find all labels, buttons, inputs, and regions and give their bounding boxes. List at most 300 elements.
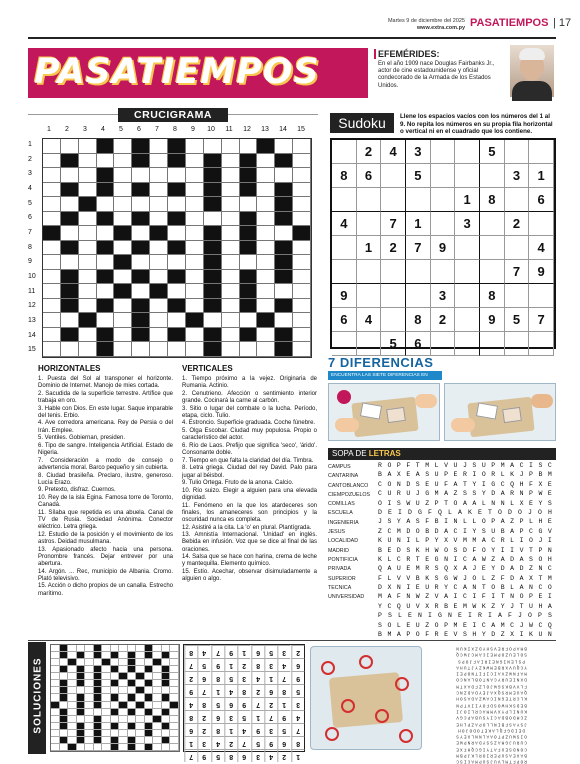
crossword-cell[interactable] [275, 226, 293, 241]
crossword-cell[interactable] [222, 284, 240, 299]
word-search-letter[interactable]: S [388, 612, 392, 620]
sudoku-cell[interactable]: 9 [480, 308, 505, 332]
word-search-letter[interactable]: S [529, 555, 533, 563]
crossword-cell[interactable] [132, 342, 150, 357]
sudoku-cell[interactable] [505, 236, 530, 260]
word-search-letter[interactable]: C [453, 584, 458, 592]
crossword-cell[interactable] [222, 241, 240, 256]
word-search-letter[interactable]: A [519, 555, 524, 563]
sudoku-cell[interactable]: 8 [332, 164, 357, 188]
word-search-letter[interactable]: E [406, 621, 411, 629]
word-search-letter[interactable]: U [425, 584, 430, 592]
crossword-cell[interactable] [150, 212, 168, 227]
word-search-letter[interactable]: S [378, 621, 382, 629]
word-search-letter[interactable]: R [434, 631, 439, 639]
word-search-letter[interactable]: V [415, 602, 420, 610]
word-search-letter[interactable]: P [425, 537, 430, 545]
word-search-letter[interactable]: H [425, 546, 430, 554]
sudoku-cell[interactable] [332, 260, 357, 284]
crossword-cell[interactable] [186, 270, 204, 285]
word-search-letter[interactable]: Y [481, 490, 486, 498]
word-search-letter[interactable]: S [415, 518, 420, 526]
crossword-cell[interactable] [79, 183, 97, 198]
crossword-cell[interactable] [61, 313, 79, 328]
crossword-cell[interactable] [150, 139, 168, 154]
crossword-cell[interactable] [222, 255, 240, 270]
crossword-cell[interactable] [168, 197, 186, 212]
crossword-cell[interactable] [61, 139, 79, 154]
word-search-letter[interactable]: F [425, 518, 430, 526]
word-search-letter[interactable]: T [415, 462, 420, 469]
word-search-letter[interactable]: I [481, 480, 486, 488]
crossword-cell[interactable] [79, 342, 97, 357]
crossword-cell[interactable] [79, 154, 97, 169]
word-search-letter[interactable]: N [396, 584, 401, 592]
crossword-cell[interactable] [150, 270, 168, 285]
crossword-cell[interactable] [79, 212, 97, 227]
word-search-letter[interactable]: J [378, 518, 382, 526]
word-search-letter[interactable]: C [510, 621, 515, 629]
crossword-cell[interactable] [168, 342, 186, 357]
word-search-letter[interactable]: P [491, 518, 496, 526]
sudoku-cell[interactable] [431, 140, 456, 164]
word-search-letter[interactable]: P [529, 471, 533, 479]
word-search-letter[interactable]: L [481, 574, 486, 582]
word-search-letter[interactable]: U [406, 602, 411, 610]
word-search-letter[interactable]: U [491, 527, 496, 535]
word-search-letter[interactable]: A [500, 490, 505, 498]
word-search-letter[interactable]: E [478, 508, 482, 516]
word-search-letter[interactable]: I [453, 593, 458, 601]
word-search-letter[interactable]: Y [396, 518, 401, 526]
word-search-letter[interactable]: Z [425, 621, 430, 629]
word-search-letter[interactable]: J [415, 490, 420, 498]
word-search-letter[interactable]: R [500, 537, 505, 545]
sudoku-cell[interactable] [455, 332, 480, 356]
crossword-cell[interactable] [222, 270, 240, 285]
crossword-cell[interactable] [150, 328, 168, 343]
word-search-letter[interactable]: Q [510, 480, 515, 488]
crossword-cell[interactable] [61, 197, 79, 212]
word-search-letter[interactable]: P [396, 462, 401, 469]
word-search-letter[interactable]: A [444, 593, 448, 601]
word-search-letter[interactable]: L [472, 518, 477, 526]
word-search-letter[interactable]: O [444, 546, 448, 554]
word-search-letter[interactable]: J [518, 612, 522, 620]
word-search-letter[interactable]: Z [500, 631, 505, 639]
word-search-letter[interactable]: X [519, 499, 524, 507]
crossword-cell[interactable] [132, 168, 150, 183]
word-search-letter[interactable]: M [378, 593, 382, 601]
word-search-letter[interactable]: D [378, 584, 382, 592]
word-search-letter[interactable]: J [519, 621, 524, 629]
word-search-letter[interactable]: O [491, 584, 496, 592]
word-search-letter[interactable]: X [453, 565, 458, 573]
word-search-letter[interactable]: I [529, 462, 533, 469]
word-search-letter[interactable]: I [519, 537, 524, 545]
word-search-letter[interactable]: B [378, 546, 382, 554]
word-search-letter[interactable]: U [481, 462, 486, 469]
crossword-cell[interactable] [257, 168, 275, 183]
crossword-cell[interactable] [186, 284, 204, 299]
word-search-letter[interactable]: C [387, 602, 392, 610]
word-search-letter[interactable]: L [529, 518, 533, 526]
word-search-letter[interactable]: Q [378, 565, 382, 573]
word-search-letter[interactable]: V [444, 462, 448, 469]
word-search-letter[interactable]: Y [481, 631, 486, 639]
crossword-cell[interactable] [257, 212, 275, 227]
word-search-letter[interactable]: D [510, 555, 515, 563]
word-search-letter[interactable]: T [538, 574, 543, 582]
sudoku-cell[interactable] [480, 260, 505, 284]
word-search-letter[interactable]: E [453, 602, 458, 610]
sudoku-cell[interactable] [381, 284, 406, 308]
word-search-letter[interactable]: U [406, 490, 411, 498]
sudoku-cell[interactable]: 7 [406, 236, 431, 260]
word-search-letter[interactable]: Y [472, 480, 477, 488]
word-search-letter[interactable]: C [529, 527, 533, 535]
word-search-letter[interactable]: S [538, 462, 543, 469]
word-search-letter[interactable]: S [434, 574, 439, 582]
word-search-letter[interactable]: O [378, 499, 382, 507]
word-search-letter[interactable]: C [378, 480, 382, 488]
word-search-grid[interactable] [374, 461, 556, 639]
word-search-letter[interactable]: L [434, 462, 439, 469]
sudoku-cell[interactable] [381, 164, 406, 188]
word-search-letter[interactable]: L [415, 537, 420, 545]
word-search-letter[interactable]: G [491, 480, 496, 488]
word-search-letter[interactable]: A [519, 584, 524, 592]
word-search-letter[interactable]: A [510, 565, 515, 573]
sudoku-cell[interactable] [480, 236, 505, 260]
crossword-cell[interactable] [293, 154, 311, 169]
word-search-letter[interactable]: I [406, 584, 411, 592]
sudoku-cell[interactable] [455, 140, 480, 164]
word-search-letter[interactable]: O [472, 574, 477, 582]
word-search-letter[interactable]: R [434, 584, 439, 592]
word-search-letter[interactable]: L [500, 471, 505, 479]
word-search-letter[interactable]: L [510, 499, 515, 507]
word-search-letter[interactable]: E [406, 471, 411, 479]
sudoku-cell[interactable]: 7 [529, 308, 554, 332]
word-search-letter[interactable]: G [425, 490, 430, 498]
word-search-letter[interactable]: N [406, 593, 411, 601]
word-search-letter[interactable]: O [528, 612, 532, 620]
crossword-cell[interactable] [150, 183, 168, 198]
crossword-cell[interactable] [293, 139, 311, 154]
word-search-letter[interactable]: U [529, 602, 533, 610]
crossword-cell[interactable] [168, 226, 186, 241]
word-search-letter[interactable]: L [398, 612, 402, 620]
crossword-cell[interactable] [97, 154, 115, 169]
sudoku-cell[interactable] [480, 332, 505, 356]
crossword-cell[interactable] [293, 168, 311, 183]
word-search-letter[interactable]: V [547, 527, 552, 535]
word-search-letter[interactable]: X [396, 471, 401, 479]
word-search-letter[interactable]: I [472, 593, 477, 601]
word-search-letter[interactable]: S [462, 490, 467, 498]
word-search-letter[interactable]: B [538, 471, 543, 479]
sudoku-cell[interactable] [431, 188, 456, 212]
sudoku-cell[interactable]: 8 [480, 188, 505, 212]
crossword-cell[interactable] [186, 139, 204, 154]
crossword-cell[interactable] [222, 212, 240, 227]
word-search-letter[interactable]: C [462, 593, 467, 601]
word-search-letter[interactable]: D [408, 508, 412, 516]
crossword-cell[interactable] [97, 313, 115, 328]
crossword-cell[interactable] [114, 328, 132, 343]
word-search-letter[interactable]: E [453, 471, 458, 479]
crossword-cell[interactable] [222, 226, 240, 241]
word-search-letter[interactable]: D [406, 480, 411, 488]
crossword-cell[interactable] [114, 154, 132, 169]
crossword-cell[interactable] [293, 342, 311, 357]
word-search-letter[interactable]: I [387, 499, 392, 507]
sudoku-cell[interactable] [480, 212, 505, 236]
word-search-letter[interactable]: R [434, 602, 439, 610]
word-search-letter[interactable]: A [472, 499, 477, 507]
word-search-letter[interactable]: H [548, 508, 552, 516]
crossword-cell[interactable] [150, 154, 168, 169]
sudoku-cell[interactable]: 8 [480, 284, 505, 308]
crossword-cell[interactable] [43, 241, 61, 256]
word-search-letter[interactable]: I [428, 612, 432, 620]
word-search-letter[interactable]: A [491, 621, 496, 629]
sudoku-cell[interactable]: 3 [406, 140, 431, 164]
crossword-cell[interactable] [257, 154, 275, 169]
word-search-letter[interactable]: O [415, 527, 420, 535]
crossword-cell[interactable] [150, 299, 168, 314]
sudoku-cell[interactable] [455, 236, 480, 260]
word-search-letter[interactable]: E [538, 593, 543, 601]
crossword-cell[interactable] [43, 313, 61, 328]
word-search-letter[interactable]: E [481, 565, 486, 573]
word-search-letter[interactable]: V [434, 593, 439, 601]
crossword-cell[interactable] [222, 168, 240, 183]
word-search-letter[interactable]: O [519, 593, 524, 601]
word-search-letter[interactable]: P [529, 593, 533, 601]
crossword-cell[interactable] [293, 313, 311, 328]
crossword-cell[interactable] [114, 241, 132, 256]
word-search-letter[interactable]: Z [425, 593, 430, 601]
word-search-letter[interactable]: R [510, 490, 515, 498]
crossword-cell[interactable] [97, 255, 115, 270]
word-search-letter[interactable]: U [538, 631, 543, 639]
crossword-cell[interactable] [114, 168, 132, 183]
word-search-letter[interactable]: Y [538, 499, 543, 507]
word-search-letter[interactable]: U [396, 565, 401, 573]
word-search-letter[interactable]: C [453, 527, 458, 535]
word-search-letter[interactable]: L [481, 499, 486, 507]
sudoku-cell[interactable]: 1 [357, 236, 382, 260]
crossword-cell[interactable] [132, 255, 150, 270]
crossword-cell[interactable] [150, 241, 168, 256]
word-search-letter[interactable]: M [396, 527, 401, 535]
word-search-letter[interactable]: A [547, 602, 552, 610]
word-search-letter[interactable]: U [415, 499, 420, 507]
sudoku-cell[interactable]: 6 [406, 332, 431, 356]
word-search-letter[interactable]: X [538, 480, 543, 488]
word-search-letter[interactable]: Z [453, 490, 458, 498]
crossword-cell[interactable] [79, 226, 97, 241]
word-search-letter[interactable]: E [547, 480, 552, 488]
word-search-letter[interactable]: W [472, 602, 477, 610]
word-search-letter[interactable]: B [378, 471, 382, 479]
word-search-letter[interactable]: I [547, 537, 552, 545]
word-search-letter[interactable]: A [387, 565, 392, 573]
word-search-letter[interactable]: L [510, 584, 515, 592]
crossword-cell[interactable] [186, 299, 204, 314]
word-search-letter[interactable]: L [448, 508, 452, 516]
crossword-cell[interactable] [114, 270, 132, 285]
sudoku-cell[interactable]: 6 [529, 188, 554, 212]
sudoku-cell[interactable] [505, 140, 530, 164]
word-search-letter[interactable]: Q [444, 565, 448, 573]
sudoku-cell[interactable]: 6 [357, 164, 382, 188]
word-search-letter[interactable]: Z [491, 574, 496, 582]
crossword-cell[interactable] [186, 154, 204, 169]
word-search-letter[interactable]: F [378, 574, 382, 582]
word-search-letter[interactable]: K [378, 555, 382, 563]
word-search-letter[interactable]: A [462, 584, 467, 592]
crossword-cell[interactable] [43, 154, 61, 169]
crossword-cell[interactable] [257, 241, 275, 256]
crossword-cell[interactable] [97, 197, 115, 212]
crossword-cell[interactable] [275, 139, 293, 154]
word-search-letter[interactable]: F [508, 612, 512, 620]
word-search-letter[interactable]: M [462, 602, 467, 610]
word-search-letter[interactable]: V [519, 546, 524, 554]
word-search-letter[interactable]: J [519, 471, 524, 479]
crossword-cell[interactable] [43, 270, 61, 285]
crossword-cell[interactable] [150, 168, 168, 183]
word-search-letter[interactable]: O [481, 518, 486, 526]
word-search-letter[interactable]: U [453, 462, 458, 469]
crossword-cell[interactable] [257, 284, 275, 299]
word-search-letter[interactable]: A [458, 508, 462, 516]
sudoku-cell[interactable] [455, 284, 480, 308]
word-search-letter[interactable]: C [396, 555, 401, 563]
word-search-letter[interactable]: Z [510, 518, 515, 526]
word-search-letter[interactable]: I [519, 631, 524, 639]
word-search-letter[interactable]: X [510, 631, 515, 639]
word-search-letter[interactable]: K [481, 602, 486, 610]
word-search-letter[interactable]: K [415, 546, 420, 554]
word-search-letter[interactable]: O [415, 631, 420, 639]
crossword-cell[interactable] [275, 168, 293, 183]
crossword-cell[interactable] [240, 313, 258, 328]
word-search-letter[interactable]: B [378, 631, 382, 639]
crossword-cell[interactable] [293, 183, 311, 198]
word-search-letter[interactable]: E [444, 631, 448, 639]
word-search-letter[interactable]: O [387, 462, 392, 469]
word-search-letter[interactable]: E [529, 499, 533, 507]
word-search-letter[interactable]: I [406, 537, 411, 545]
word-search-letter[interactable]: S [472, 462, 477, 469]
crossword-cell[interactable] [79, 255, 97, 270]
crossword-cell[interactable] [114, 139, 132, 154]
crossword-cell[interactable] [186, 255, 204, 270]
crossword-cell[interactable] [222, 342, 240, 357]
word-search-letter[interactable]: C [462, 555, 467, 563]
word-search-letter[interactable]: V [396, 574, 401, 582]
word-search-letter[interactable]: L [510, 537, 515, 545]
word-search-letter[interactable]: L [387, 555, 392, 563]
word-search-letter[interactable]: E [462, 621, 467, 629]
word-search-letter[interactable]: A [387, 471, 392, 479]
word-search-letter[interactable]: K [468, 508, 472, 516]
sudoku-cell[interactable]: 6 [332, 308, 357, 332]
crossword-cell[interactable] [222, 139, 240, 154]
word-search-letter[interactable]: A [415, 471, 420, 479]
word-search-letter[interactable]: I [462, 527, 467, 535]
crossword-cell[interactable] [275, 313, 293, 328]
word-search-letter[interactable]: W [453, 574, 458, 582]
word-search-letter[interactable]: C [378, 490, 382, 498]
word-search-letter[interactable]: T [481, 584, 486, 592]
word-search-letter[interactable]: K [529, 631, 533, 639]
word-search-letter[interactable]: A [510, 527, 515, 535]
crossword-cell[interactable] [168, 313, 186, 328]
crossword-cell[interactable] [61, 255, 79, 270]
crossword-cell[interactable] [114, 342, 132, 357]
word-search-letter[interactable]: U [434, 480, 439, 488]
sudoku-cell[interactable] [332, 188, 357, 212]
crossword-cell[interactable] [293, 255, 311, 270]
word-search-letter[interactable]: D [434, 527, 439, 535]
word-search-letter[interactable]: N [510, 593, 515, 601]
crossword-cell[interactable] [186, 226, 204, 241]
word-search-letter[interactable]: F [472, 546, 477, 554]
word-search-letter[interactable]: B [425, 527, 430, 535]
sudoku-cell[interactable]: 9 [529, 260, 554, 284]
word-search-letter[interactable]: M [415, 565, 420, 573]
word-search-letter[interactable]: I [488, 612, 492, 620]
word-search-letter[interactable]: D [508, 508, 512, 516]
word-search-letter[interactable]: P [519, 518, 524, 526]
sudoku-cell[interactable]: 5 [480, 140, 505, 164]
word-search-letter[interactable]: G [538, 527, 543, 535]
word-search-letter[interactable]: E [415, 584, 420, 592]
word-search-letter[interactable]: P [519, 527, 524, 535]
word-search-letter[interactable]: S [387, 518, 392, 526]
sudoku-cell[interactable] [406, 188, 431, 212]
word-search-letter[interactable]: P [444, 621, 448, 629]
word-search-letter[interactable]: W [415, 593, 420, 601]
word-search-letter[interactable]: M [387, 631, 392, 639]
sudoku-cell[interactable] [480, 164, 505, 188]
crossword-cell[interactable] [61, 226, 79, 241]
word-search-letter[interactable]: Z [491, 602, 496, 610]
word-search-letter[interactable]: A [472, 555, 477, 563]
crossword-cell[interactable] [293, 284, 311, 299]
crossword-cell[interactable] [114, 299, 132, 314]
word-search-letter[interactable]: A [462, 499, 467, 507]
word-search-letter[interactable]: Z [378, 527, 382, 535]
sudoku-cell[interactable]: 1 [455, 188, 480, 212]
crossword-cell[interactable] [222, 328, 240, 343]
word-search-letter[interactable]: A [519, 574, 524, 582]
word-search-letter[interactable]: F [396, 593, 401, 601]
word-search-letter[interactable]: S [462, 631, 467, 639]
word-search-letter[interactable]: S [396, 499, 401, 507]
word-search-letter[interactable]: Y [491, 546, 496, 554]
word-search-letter[interactable]: V [453, 537, 458, 545]
word-search-letter[interactable]: O [481, 471, 486, 479]
word-search-letter[interactable]: S [472, 490, 477, 498]
word-search-letter[interactable]: N [519, 490, 524, 498]
word-search-letter[interactable]: K [510, 471, 515, 479]
